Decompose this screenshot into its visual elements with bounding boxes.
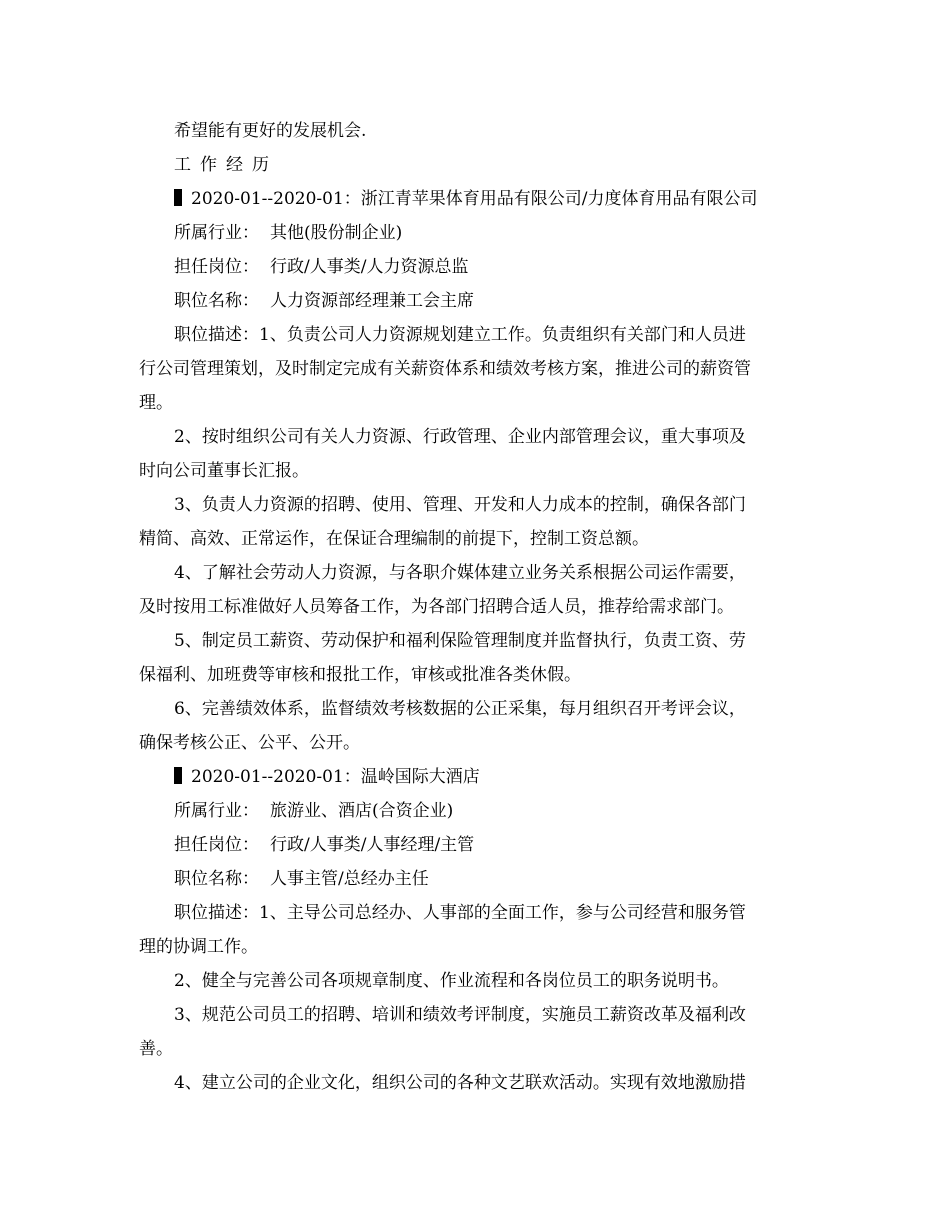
intro-tail-line: 希望能有更好的发展机会. [174,121,367,141]
title-value: 人事主管/总经办主任 [270,869,429,889]
description-line: 行公司管理策划，及时制定完成有关薪资体系和绩效考核方案，推进公司的薪资管 [139,359,751,379]
description-line: 职位描述：1、负责公司人力资源规划建立工作。负责组织有关部门和人员进 [174,325,746,345]
description-line: 时向公司董事长汇报。 [139,461,309,481]
description-line: 3、规范公司员工的招聘、培训和绩效考评制度，实施员工薪资改革及福利改 [174,1005,746,1025]
job-header [139,182,813,216]
job-post-row [139,250,813,284]
job-post-row [139,828,813,862]
job-industry-row [139,216,813,250]
description-line: 5、制定员工薪资、劳动保护和福利保险管理制度并监督执行，负责工资、劳 [174,631,746,651]
post-value: 行政/人事类/人力资源总监 [270,257,469,277]
section-heading-work-experience [139,148,813,182]
description-line: 6、完善绩效体系，监督绩效考核数据的公正采集，每月组织召开考评会议， [174,699,746,719]
title-label: 职位名称： [174,869,259,889]
description-line: 保福利、加班费等审核和报批工作，审核或批准各类休假。 [139,665,581,685]
block-bullet-icon [174,189,182,206]
description-line: 精简、高效、正常运作，在保证合理编制的前提下，控制工资总额。 [139,529,649,549]
post-label: 担任岗位： [174,257,259,277]
job-industry-row [139,794,813,828]
post-value: 行政/人事类/人事经理/主管 [270,835,475,855]
description-line: 及时按用工标准做好人员筹备工作，为各部门招聘合适人员，推荐给需求部门。 [139,597,734,617]
description-line: 理。 [139,393,173,413]
job-title-row [139,284,813,318]
industry-label: 所属行业： [174,801,259,821]
description-line: 职位描述：1、主导公司总经办、人事部的全面工作，参与公司经营和服务管 [174,903,746,923]
block-bullet-icon [174,767,182,784]
heading-char: 工 [174,155,191,175]
industry-value: 旅游业、酒店(合资企业) [270,801,454,821]
job-header-text: 2020-01--2020-01：温岭国际大酒店 [191,767,480,787]
job-title-row [139,862,813,896]
description-line: 2、按时组织公司有关人力资源、行政管理、企业内部管理会议，重大事项及 [174,427,746,447]
description-line: 4、建立公司的企业文化，组织公司的各种文艺联欢活动。实现有效地激励措 [174,1073,746,1093]
industry-label: 所属行业： [174,223,259,243]
job-header-text: 2020-01--2020-01：浙江青苹果体育用品有限公司/力度体育用品有限公司 [191,189,758,209]
heading-char: 作 [200,155,217,175]
description-line: 理的协调工作。 [139,937,258,957]
heading-char: 经 [226,155,243,175]
resume-text-column [139,114,813,1100]
industry-value: 其他(股份制企业) [270,223,403,243]
job-header [139,760,813,794]
title-value: 人力资源部经理兼工会主席 [270,291,474,311]
description-line: 善。 [139,1039,173,1059]
description-line: 2、健全与完善公司各项规章制度、作业流程和各岗位员工的职务说明书。 [174,971,729,991]
post-label: 担任岗位： [174,835,259,855]
description-line: 确保考核公正、公平、公开。 [139,733,360,753]
description-line: 4、了解社会劳动人力资源，与各职介媒体建立业务关系根据公司运作需要， [174,563,746,583]
title-label: 职位名称： [174,291,259,311]
description-line: 3、负责人力资源的招聘、使用、管理、开发和人力成本的控制，确保各部门 [174,495,746,515]
heading-char: 历 [252,155,269,175]
